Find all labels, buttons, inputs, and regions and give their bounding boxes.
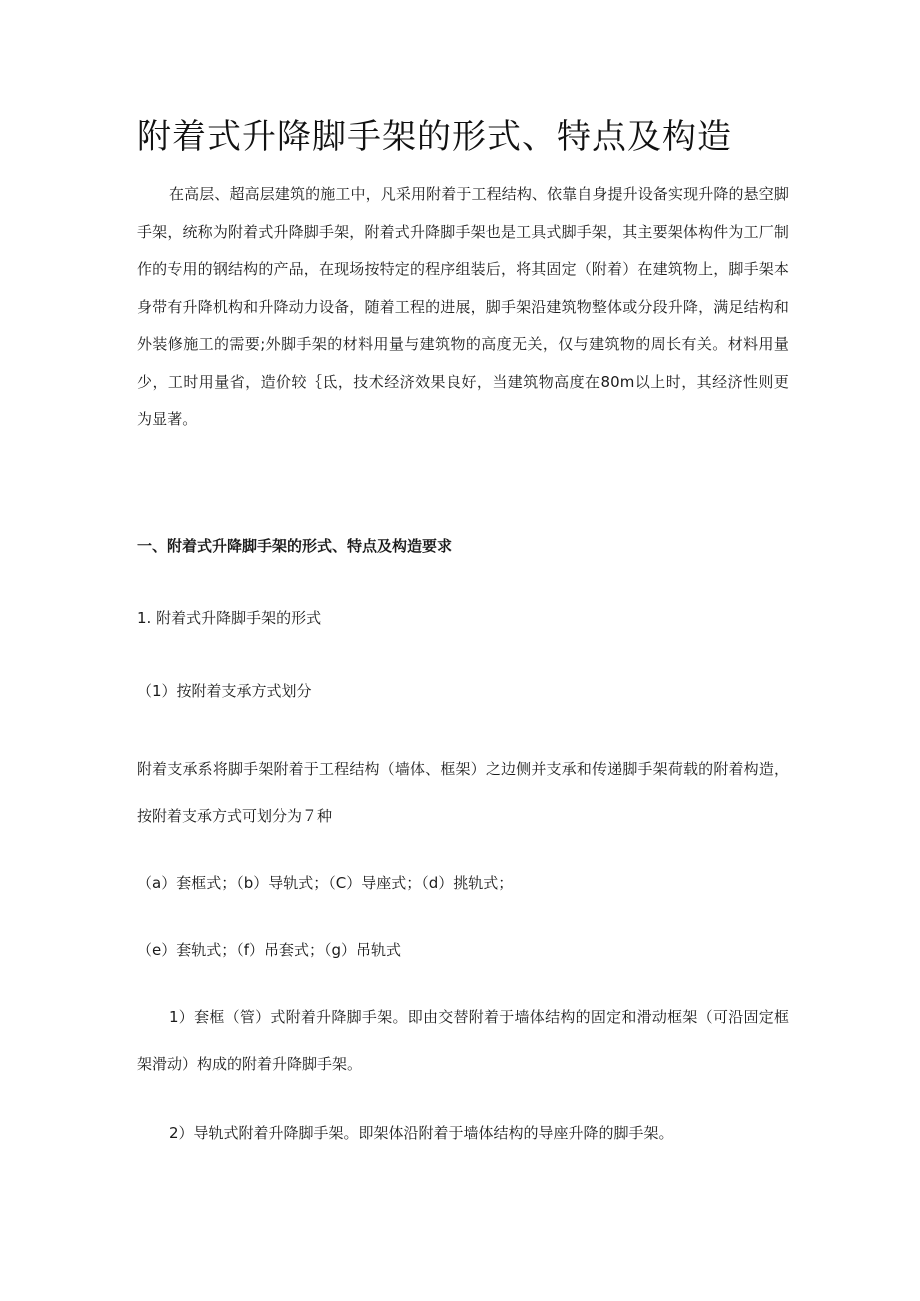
document-title: 附着式升降脚手架的形式、特点及构造: [137, 117, 732, 157]
item-heading: （1）按附着支承方式划分: [137, 682, 312, 700]
type1-description: 1）套框（管）式附着升降脚手架。即由交替附着于墙体结构的固定和滑动框架（可沿固定框架滑动）构成的附着升降脚手架。: [137, 1008, 789, 1073]
types-list-line-2: （e）套轨式；（f）吊套式；（g）吊轨式: [137, 941, 402, 959]
section-heading: 一、附着式升降脚手架的形式、特点及构造要求: [137, 537, 453, 555]
support-paragraph: 附着支承系将脚手架附着于工程结构（墙体、框架）之边侧并支承和传递脚手架荷载的附着构造，按附着支承方式可划分为７种: [137, 760, 789, 825]
type2-description: 2）导轨式附着升降脚手架。即架体沿附着于墙体结构的导座升降的脚手架。: [169, 1124, 674, 1142]
intro-paragraph: 在高层、超高层建筑的施工中，凡采用附着于工程结构、依靠自身提升设备实现升降的悬空脚手架，统称为附着式升降脚手架，附着式升降脚手架也是工具式脚手架，其主要架体构件为工厂制作的专用的钢结构的产品，在现场按特定的程序组装后，将其固定（附着）在建筑物上，脚手架本身带有升降机构和升降动力设备，随着工程的进展，脚手架沿建筑物整体或分段升降，满足结构和外装修施工的需要;外脚手架的材料用量与建筑物的高度无关，仅与建筑物的周长有关。材料用量少，工时用量省，造价较｛氐，技术经济效果良好，当建筑物高度在80m以上时，其经济性则更为显著。: [137, 185, 789, 428]
subsection-heading: 1. 附着式升降脚手架的形式: [137, 609, 322, 627]
types-list-line-1: （a）套框式；（b）导轨式；（C）导座式；（d）挑轨式；: [137, 874, 514, 892]
